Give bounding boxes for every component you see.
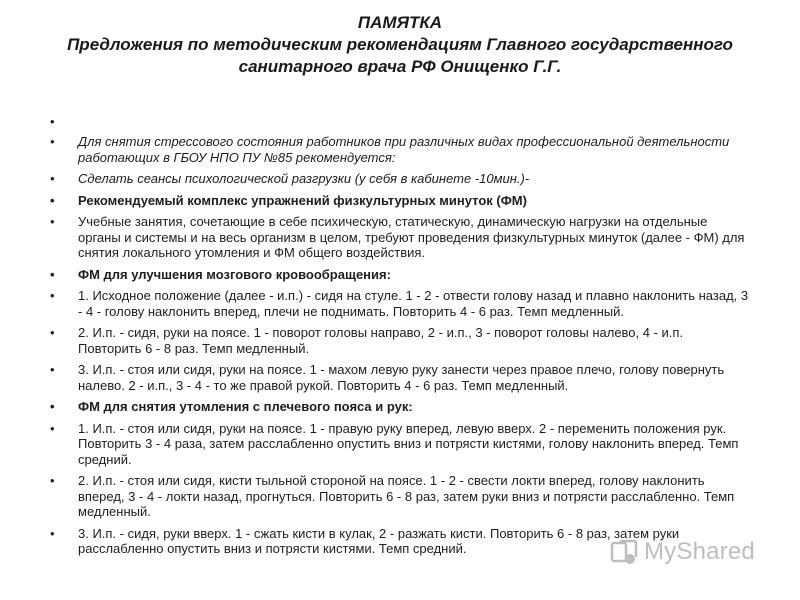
list-item-text: 2. И.п. - сидя, руки на поясе. 1 - поворот головы направо, 2 - и.п., 3 - поворот головы налево, 4 - и.п. Повторить 6 - 8 раз. Темп медленный. (78, 325, 684, 356)
list-item (50, 193, 750, 209)
list-item-text: 1. Исходное положение (далее - и.п.) - сидя на стуле. 1 - 2 - отвести голову назад и плавно наклонить назад, 3 - 4 - голову наклонить вперед, плечи не поднимать. Повторить 4 - 6 раз. Темп медленный. (78, 288, 749, 319)
list-item-text: 3. И.п. - стоя или сидя, руки на поясе. 1 - махом левую руку занести через правое плечо, голову повернуть налево. 2 - и.п., 3 - 4 - то же правой рукой. Повторить 4 - 6 раз. Темп медленный. (78, 362, 725, 393)
list-item-text: 3. И.п. - сидя, руки вверх. 1 - сжать кисти в кулак, 2 - разжать кисти. Повторить 6 - 8 раз, затем руки расслабленно опустить вниз и потрясти кистями. Темп средний. (78, 525, 680, 556)
list-item-text: Учебные занятия, сочетающие в себе психическую, статическую, динамическую нагрузки на отдельные органы и системы и на весь организм в целом, требуют проведения физкультурных минуток (далее - ФМ) для снятия локального утомления и ФМ общего воздействия. (78, 214, 745, 260)
watermark-text: MyShared (644, 538, 755, 565)
list-item (50, 362, 750, 393)
bullet-icon: • (50, 288, 55, 303)
bullet-icon: • (50, 399, 55, 414)
list-item (50, 171, 750, 187)
bullet-icon: • (50, 473, 55, 488)
myshared-logo-icon (610, 537, 640, 567)
bullet-icon: • (50, 214, 55, 229)
list-item (50, 214, 750, 261)
list-item (50, 134, 750, 165)
memo-title-subtitle-line1: Предложения по методическим рекомендациям Главного государственного (67, 35, 733, 54)
memo-title-heading: ПАМЯТКА (357, 13, 443, 32)
bullet-icon: • (50, 325, 55, 340)
bullet-icon: • (50, 266, 55, 282)
list-item-text: Для снятия стрессового состояния работников при различных видах профессиональной деятельности работающих в ГБОУ НПО ПУ №85 рекомендуется: (78, 134, 730, 165)
list-item-text: ФМ для улучшения мозгового кровообращения: (78, 266, 391, 282)
watermark (610, 536, 770, 568)
list-item-text: ФМ для снятия утомления с плечевого пояса и рук: (78, 399, 413, 414)
memo-title (20, 12, 780, 78)
list-item (50, 473, 750, 520)
bullet-icon: • (50, 362, 55, 377)
bullet-icon: • (50, 114, 55, 129)
list-item (50, 399, 750, 415)
list-item-text: 1. И.п. - стоя или сидя, руки на поясе. 1 - правую руку вперед, левую вверх. 2 - переменить положения рук. Повторить 3 - 4 раза, затем расслабленно опустить вниз и потрясти кистями, голову наклонить вперед. Темп средний. (78, 420, 739, 467)
list-item-text: 2. И.п. - стоя или сидя, кисти тыльной стороной на поясе. 1 - 2 - свести локти вперед, голову наклонить вперед, 3 - 4 - локти назад, прогнуться. Повторить 6 - 8 раз, затем руки вниз и потрясти расслабленно. Темп медленный. (78, 473, 735, 519)
list-item (50, 114, 750, 128)
bullet-icon: • (50, 420, 55, 436)
memo-title-subtitle-line2: санитарного врача РФ Онищенко Г.Г. (238, 57, 562, 76)
list-item-text: Рекомендуемый комплекс упражнений физкультурных минуток (ФМ) (78, 192, 527, 208)
list-item-text: Сделать сеансы психологической разгрузки (у себя в кабинете -10мин.)- (78, 171, 530, 186)
bullet-icon: • (50, 192, 55, 208)
bullet-icon: • (50, 525, 55, 541)
list-item (50, 325, 750, 356)
list-item (50, 267, 750, 283)
list-item (50, 421, 750, 468)
bullet-icon: • (50, 171, 55, 186)
bullet-icon: • (50, 134, 55, 149)
bullet-list (50, 114, 750, 563)
list-item (50, 288, 750, 319)
